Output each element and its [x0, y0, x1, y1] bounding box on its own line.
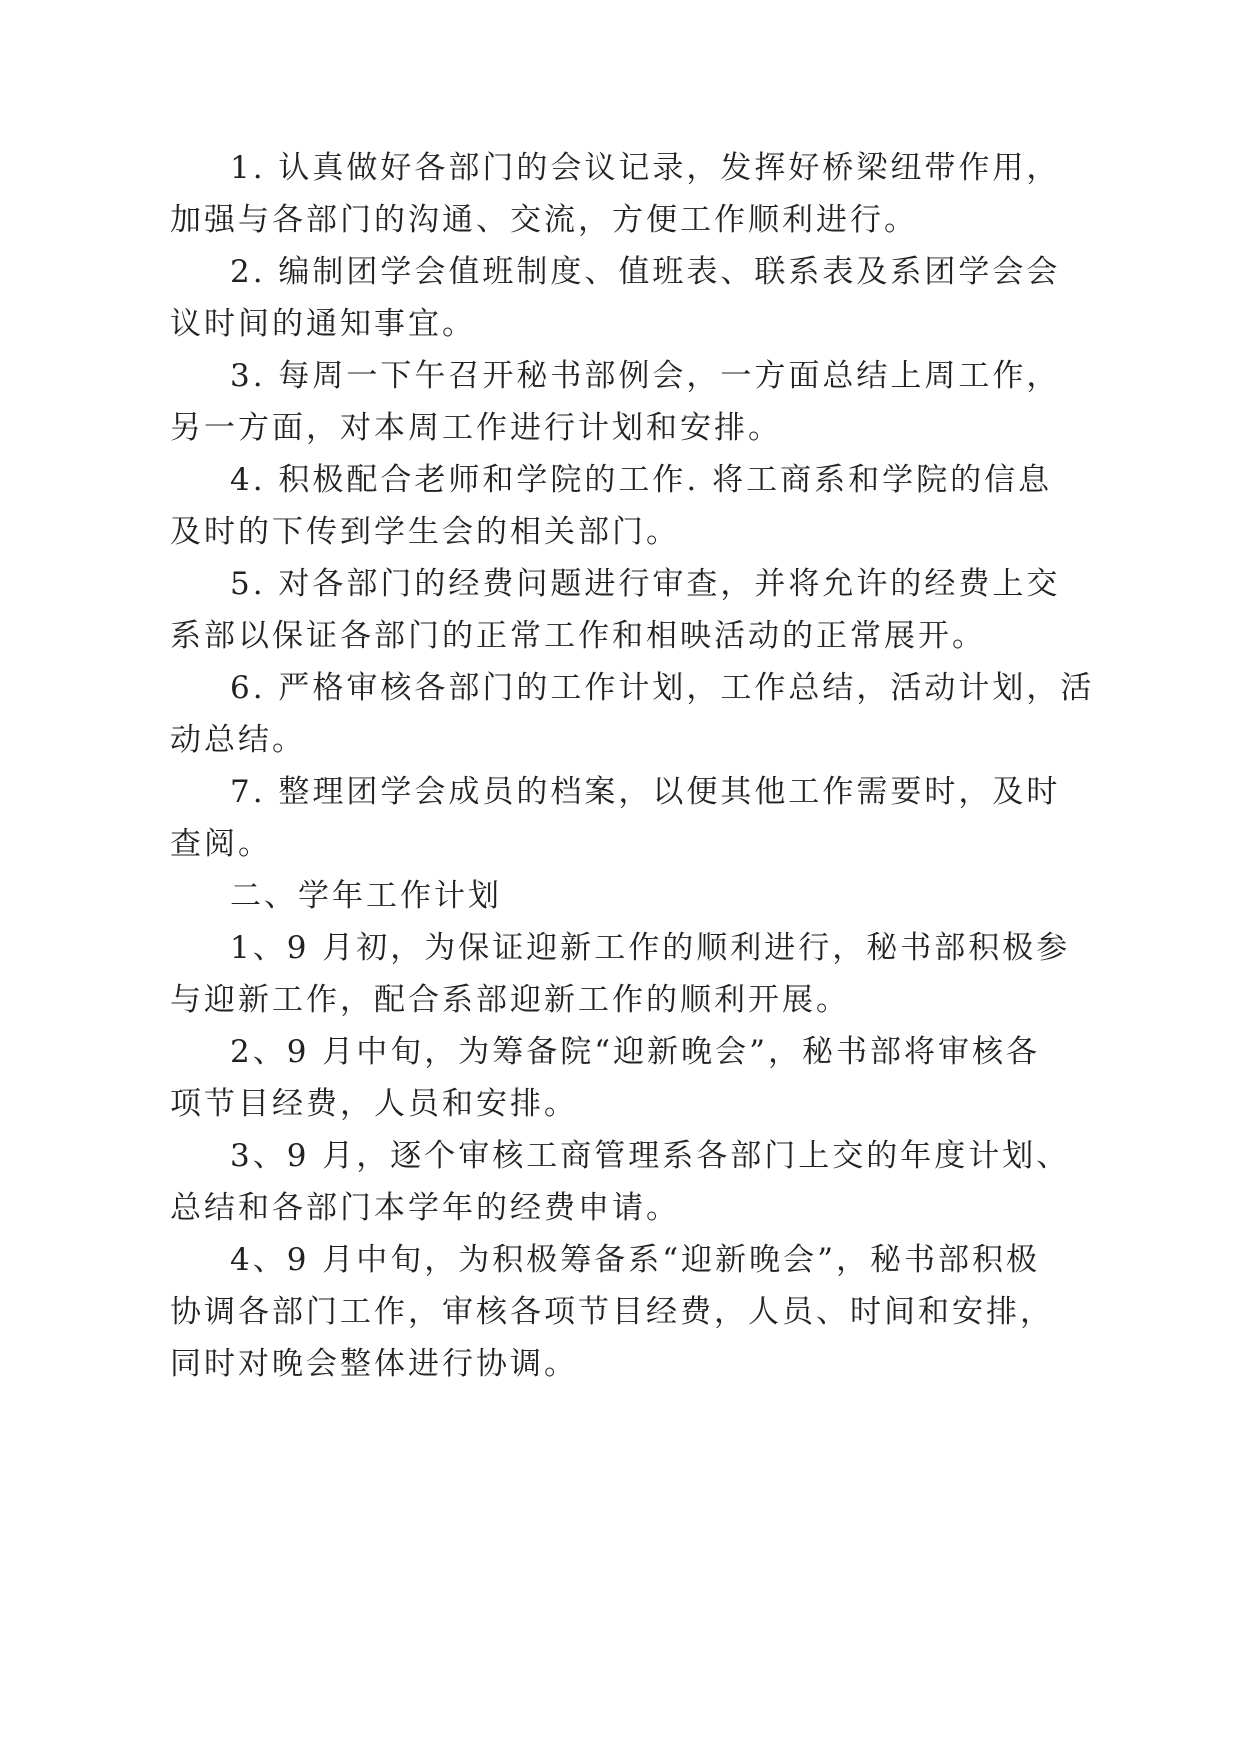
plan-item-1-line-2: 与迎新工作，配合系部迎新工作的顺利开展。: [170, 982, 850, 1018]
paragraph-7-line-1: 7. 整理团学会成员的档案，以便其他工作需要时，及时: [230, 774, 1061, 810]
plan-item-1-line-1: 1、9 月初，为保证迎新工作的顺利进行，秘书部积极参: [230, 930, 1071, 966]
paragraph-3-line-1: 3. 每周一下午召开秘书部例会，一方面总结上周工作，: [230, 358, 1061, 394]
paragraph-1-line-1: 1. 认真做好各部门的会议记录，发挥好桥梁纽带作用，: [230, 150, 1061, 186]
plan-item-4-line-3: 同时对晚会整体进行协调。: [170, 1346, 578, 1382]
paragraph-1-line-2: 加强与各部门的沟通、交流，方便工作顺利进行。: [170, 202, 918, 238]
paragraph-2-line-2: 议时间的通知事宜。: [170, 306, 476, 342]
paragraph-7-line-2: 查阅。: [170, 826, 272, 862]
plan-item-4-line-2: 协调各部门工作，审核各项节目经费，人员、时间和安排，: [170, 1294, 1054, 1330]
paragraph-6-line-2: 动总结。: [170, 722, 306, 758]
paragraph-5-line-1: 5. 对各部门的经费问题进行审查，并将允许的经费上交: [230, 566, 1061, 602]
paragraph-5-line-2: 系部以保证各部门的正常工作和相映活动的正常展开。: [170, 618, 986, 654]
plan-item-3-line-2: 总结和各部门本学年的经费申请。: [170, 1190, 680, 1226]
plan-item-4-line-1: 4、9 月中旬，为积极筹备系“迎新晚会”，秘书部积极: [230, 1242, 1040, 1278]
plan-item-2-line-2: 项节目经费，人员和安排。: [170, 1086, 578, 1122]
paragraph-4-line-1: 4. 积极配合老师和学院的工作. 将工商系和学院的信息: [230, 462, 1053, 498]
paragraph-2-line-1: 2. 编制团学会值班制度、值班表、联系表及系团学会会: [230, 254, 1061, 290]
paragraph-6-line-1: 6. 严格审核各部门的工作计划，工作总结，活动计划，活: [230, 670, 1095, 706]
section-heading: 二、学年工作计划: [230, 878, 502, 914]
paragraph-4-line-2: 及时的下传到学生会的相关部门。: [170, 514, 680, 550]
plan-item-3-line-1: 3、9 月，逐个审核工商管理系各部门上交的年度计划、: [230, 1138, 1071, 1174]
paragraph-3-line-2: 另一方面，对本周工作进行计划和安排。: [170, 410, 782, 446]
plan-item-2-line-1: 2、9 月中旬，为筹备院“迎新晚会”，秘书部将审核各: [230, 1034, 1040, 1070]
